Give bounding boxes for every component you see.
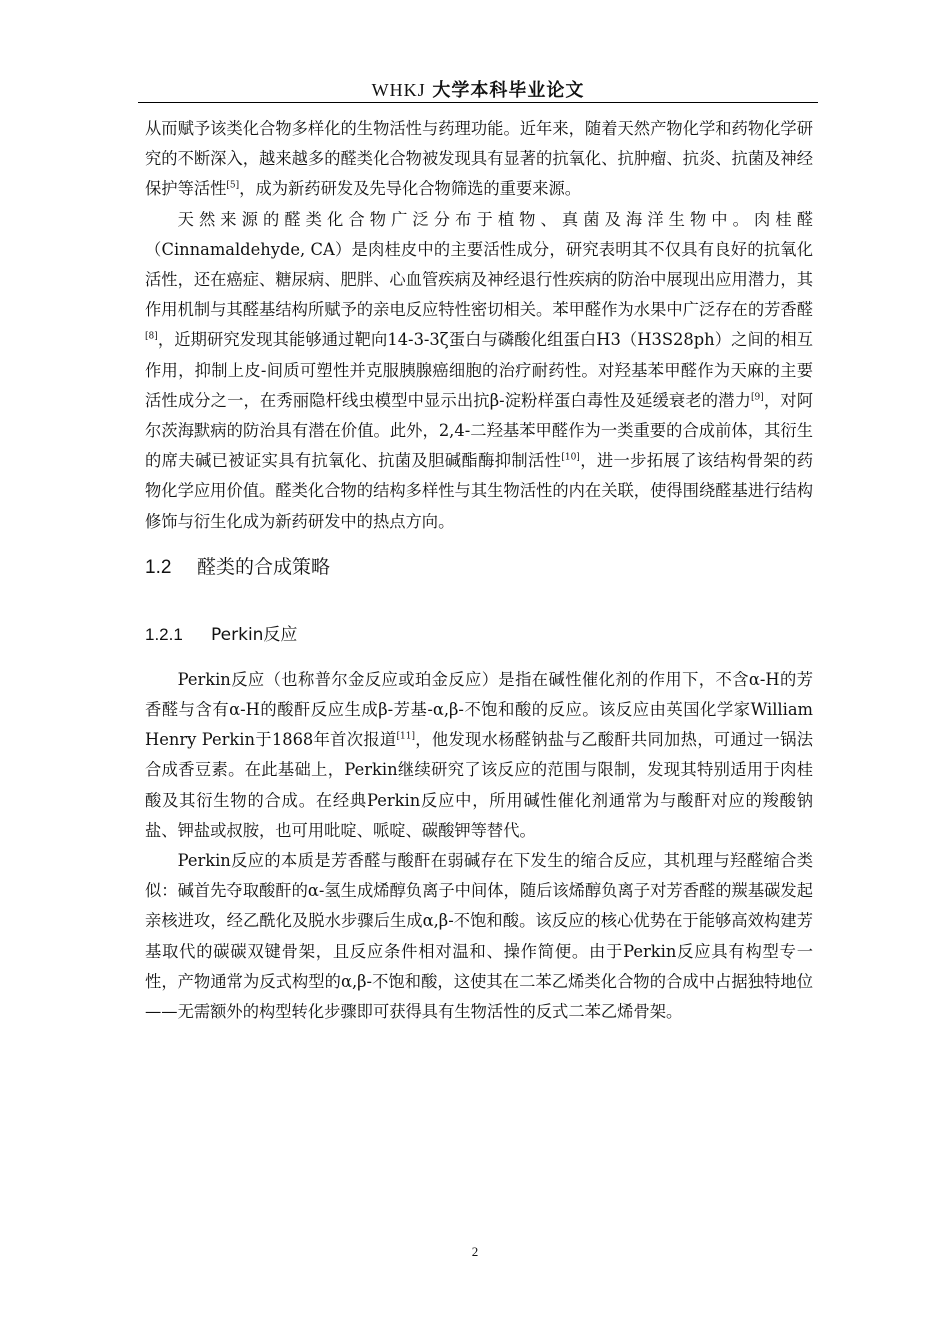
paragraph-text: ，近期研究发现其能够通过靶向14-3-3ζ蛋白与磷酸化组蛋白H3（H3S28ph）之间的相互作用，抑制上皮-间质可塑性并克服胰腺癌细胞的治疗耐药性。对羟基苯甲醛作为天麻的主要活性成分之一，在秀丽隐杆线虫模型中显示出抗β-淀粉样蛋白毒性及延缓衰老的潜力 bbox=[145, 330, 813, 410]
subsection-title: Perkin反应 bbox=[211, 624, 298, 645]
subsection-heading bbox=[145, 619, 813, 651]
citation-ref: [8] bbox=[145, 332, 158, 342]
section-number: 1.2 bbox=[145, 556, 172, 578]
paragraph-1 bbox=[145, 114, 813, 205]
section-heading bbox=[145, 547, 813, 587]
paragraph-4 bbox=[145, 846, 813, 1027]
header-title: 大学本科毕业论文 bbox=[432, 80, 585, 101]
paragraph-text: Perkin反应（也称普尔金反应或珀金反应）是指在碱性催化剂的作用下，不含α-H的芳香醛与含有α-H的酸酐反应生成β-芳基-α,β-不饱和酸的反应。该反应由英国化学家William Henry Perkin于1868年首次报道 bbox=[145, 669, 813, 750]
citation-ref: [9] bbox=[751, 392, 764, 403]
paragraph-text: ，成为新药研发及先导化合物筛选的重要来源。 bbox=[239, 179, 582, 199]
page-number: 2 bbox=[471, 1244, 479, 1259]
section-title: 醛类的合成策略 bbox=[197, 555, 331, 578]
paragraph-text: Perkin反应的本质是芳香醛与酸酐在弱碱存在下发生的缩合反应，其机理与羟醛缩合类似：碱首先夺取酸酐的α-氢生成烯醇负离子中间体，随后该烯醇负离子对芳香醛的羰基碳发起亲核进攻，经乙酰化及脱水步骤后生成α,β-不饱和酸。该反应的核心优势在于能够高效构建芳基取代的碳碳双键骨架，且反应条件相对温和、操作简便。由于Perkin反应具有构型专一性，产物通常为反式构型的α,β-不饱和酸，这使其在二苯乙烯类化合物的合成中占据独特地位——无需额外的构型转化步骤即可获得具有生物活性的反式二苯乙烯骨架。 bbox=[145, 851, 813, 1022]
paragraph-text: ，进一步拓展了该结构骨架的药物化学应用价值。醛类化合物的结构多样性与其生物活性的内在关联，使得围绕醛基进行结构修饰与衍生化成为新药研发中的热点方向。 bbox=[145, 451, 813, 531]
citation-ref: [5] bbox=[226, 180, 240, 191]
page-content bbox=[145, 114, 813, 1027]
paragraph-text: 从而赋予该类化合物多样化的生物活性与药理功能。近年来，随着天然产物化学和药物化学研究的不断深入，越来越多的醛类化合物被发现具有显著的抗氧化、抗肿瘤、抗炎、抗菌及神经保护等活性 bbox=[145, 119, 813, 199]
paragraph-text: ，他发现水杨醛钠盐与乙酸酐共同加热，可通过一锅法合成香豆素。在此基础上，Perkin继续研究了该反应的范围与限制，发现其特别适用于肉桂酸及其衍生物的合成。在经典Perkin反应中，所用碱性催化剂通常为与酸酐对应的羧酸钠盐、钾盐或叔胺，也可用吡啶、哌啶、碳酸钾等替代。 bbox=[145, 730, 813, 840]
paragraph-2 bbox=[145, 205, 813, 537]
paragraph-3 bbox=[145, 665, 813, 846]
citation-ref: [11] bbox=[396, 731, 415, 742]
header-brand: WHKJ bbox=[371, 80, 426, 100]
page-header bbox=[138, 76, 818, 103]
citation-ref: [10] bbox=[561, 452, 580, 463]
paragraph-text: 天然来源的醛类化合物广泛分布于植物、真菌及海洋生物中。肉桂醛（Cinnamaldehyde, CA）是肉桂皮中的主要活性成分，研究表明其不仅具有良好的抗氧化活性，还在癌症、糖尿病、肥胖、心血管疾病及神经退行性疾病的防治中展现出应用潜力，其作用机制与其醛基结构所赋予的亲电反应特性密切相关。苯甲醛作为水果中广泛存在的芳香醛 bbox=[145, 209, 813, 320]
subsection-number: 1.2.1 bbox=[145, 624, 183, 644]
paragraph-text: ，对阿尔茨海默病的防治具有潜在价值。此外，2,4-二羟基苯甲醛作为一类重要的合成前体，其衍生的席夫碱已被证实具有抗氧化、抗菌及胆碱酯酶抑制活性 bbox=[145, 390, 813, 471]
